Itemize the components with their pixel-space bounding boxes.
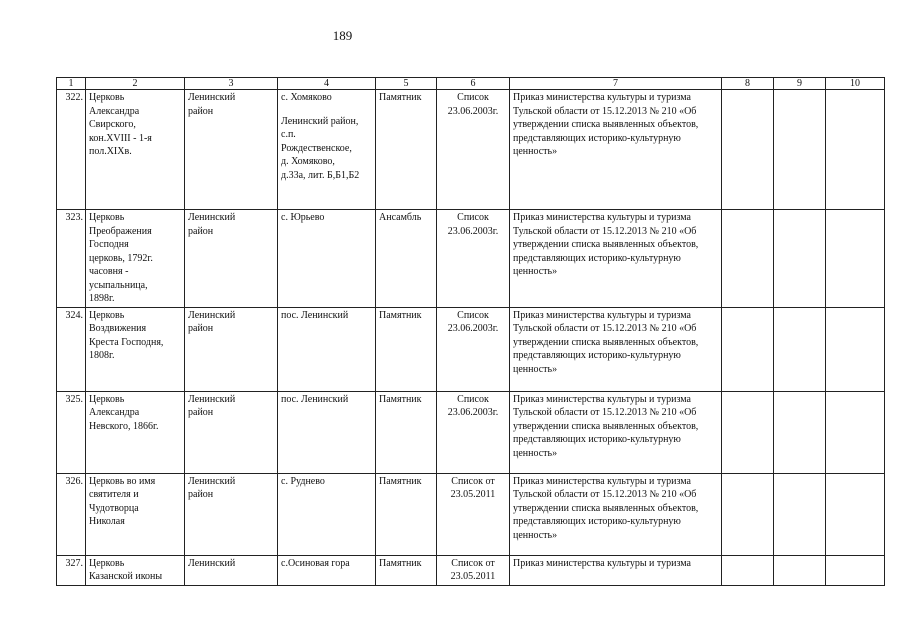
column-number-5: 5 (376, 78, 437, 90)
col-9-empty-cell (774, 473, 826, 555)
cell-line: церковь, 1792г. (89, 252, 153, 264)
district-cell (185, 473, 278, 555)
cell-line: Тульской области от 15.12.2013 № 210 «Об (513, 489, 697, 500)
object-name-cell (86, 307, 185, 391)
cell-line: Церковь (89, 393, 125, 405)
cell-line: святителя и (89, 489, 139, 500)
district-cell (185, 210, 278, 308)
cell-line: усыпальница, (89, 279, 148, 291)
col-9-empty-cell (774, 555, 826, 585)
table-row (57, 391, 885, 473)
col-10-empty-cell (826, 210, 885, 308)
table-body (57, 78, 885, 586)
cell-line: Список (457, 212, 489, 223)
cell-line: представляющих историко-культурную (513, 434, 681, 445)
cell-line: утверждении списка выявленных объектов, (513, 420, 699, 432)
table-row (57, 90, 885, 210)
object-name-cell (86, 555, 185, 585)
cell-line: утверждении списка выявленных объектов, (513, 119, 699, 130)
cell-line: ценность» (513, 447, 558, 459)
order-reference-cell (510, 307, 722, 391)
cell-line: район (188, 323, 214, 334)
col-8-empty-cell (722, 210, 774, 308)
cell-line: Казанской иконы (89, 571, 163, 582)
district-cell (185, 307, 278, 391)
cell-line: с.Осиновая гора (281, 557, 350, 569)
cell-line: с. Юрьево (281, 212, 325, 223)
column-number-7: 7 (510, 78, 722, 90)
cell-line: часовня - (89, 266, 129, 277)
cell-line (281, 105, 372, 115)
object-type-cell: Ансамбль (376, 210, 437, 308)
cell-line: 23.06.2003г. (447, 323, 499, 334)
cell-line: 23.06.2003г. (447, 105, 499, 117)
col-8-empty-cell (722, 307, 774, 391)
cell-line: Церковь (89, 92, 125, 103)
cell-line: Преображения (89, 225, 152, 237)
cell-line: Церковь во имя (89, 475, 156, 487)
col-9-empty-cell (774, 90, 826, 210)
cell-line: пол.XIXв. (89, 146, 132, 157)
cell-line: кон.XVIII - 1-я (89, 132, 152, 144)
order-reference-cell (510, 555, 722, 585)
column-number-1: 1 (57, 78, 86, 90)
column-number-4: 4 (278, 78, 376, 90)
cell-line: 1898г. (89, 293, 115, 304)
district-cell (185, 555, 278, 585)
cell-line: 23.05.2011 (450, 489, 496, 500)
column-number-9: 9 (774, 78, 826, 90)
list-date-cell (437, 210, 510, 308)
cell-line: д.33а, лит. Б,Б1,Б2 (281, 169, 360, 181)
column-number-10: 10 (826, 78, 885, 90)
cell-line: 23.06.2003г. (447, 225, 499, 237)
table-row (57, 210, 885, 308)
cell-line: Приказ министерства культуры и туризма (513, 393, 691, 405)
page-number: 189 (332, 28, 353, 43)
col-8-empty-cell (722, 391, 774, 473)
cell-line: ценность» (513, 529, 558, 541)
col-10-empty-cell (826, 90, 885, 210)
object-type-cell: Памятник (376, 90, 437, 210)
cell-line: Церковь (89, 557, 125, 569)
order-reference-cell (510, 391, 722, 473)
object-type-cell: Памятник (376, 473, 437, 555)
list-date-cell (437, 391, 510, 473)
order-reference-cell (510, 90, 722, 210)
cell-line: Список от (451, 557, 495, 569)
cell-line: Список (457, 309, 489, 321)
address-cell (278, 473, 376, 555)
cell-line: представляющих историко-культурную (513, 350, 681, 361)
cell-line: представляющих историко-культурную (513, 516, 681, 527)
cell-line: Приказ министерства культуры и туризма (513, 309, 691, 321)
district-cell (185, 90, 278, 210)
object-type-cell: Памятник (376, 555, 437, 585)
order-reference-cell (510, 210, 722, 308)
row-number-cell: 324. (57, 307, 86, 391)
cell-line: Александра (89, 407, 140, 418)
object-name-cell (86, 473, 185, 555)
cell-line: ценность» (513, 363, 558, 375)
address-cell (278, 555, 376, 585)
cell-line: Список (457, 92, 489, 103)
cell-line: район (188, 489, 214, 500)
column-number-3: 3 (185, 78, 278, 90)
cell-line: утверждении списка выявленных объектов, (513, 336, 699, 348)
col-10-empty-cell (826, 307, 885, 391)
col-10-empty-cell (826, 555, 885, 585)
cell-line: район (188, 105, 214, 117)
cell-line: Церковь (89, 212, 125, 223)
cell-line: утверждении списка выявленных объектов, (513, 502, 699, 514)
cell-line: Ленинский (188, 92, 236, 103)
cell-line: Церковь (89, 309, 125, 321)
address-cell (278, 391, 376, 473)
heritage-register-table (56, 77, 885, 586)
cell-line: Александра (89, 105, 140, 117)
row-number-cell: 327. (57, 555, 86, 585)
object-name-cell (86, 90, 185, 210)
cell-line: утверждении списка выявленных объектов, (513, 239, 699, 250)
cell-line: Ленинский (188, 557, 236, 569)
cell-line: Рождественское, (281, 142, 352, 154)
cell-line: с. Руднево (281, 475, 325, 487)
cell-line: Тульской области от 15.12.2013 № 210 «Об (513, 225, 697, 237)
object-type-cell: Памятник (376, 391, 437, 473)
order-reference-cell (510, 473, 722, 555)
cell-line: район (188, 407, 214, 418)
list-date-cell (437, 473, 510, 555)
row-number-cell: 326. (57, 473, 86, 555)
cell-line: Воздвижения (89, 323, 147, 334)
cell-line: ценность» (513, 266, 558, 277)
row-number-cell: 325. (57, 391, 86, 473)
district-cell (185, 391, 278, 473)
cell-line: Свирского, (89, 119, 136, 130)
col-9-empty-cell (774, 307, 826, 391)
cell-line: с.п. (281, 129, 296, 140)
cell-line: Ленинский район, (281, 115, 359, 127)
address-cell (278, 90, 376, 210)
list-date-cell (437, 307, 510, 391)
col-8-empty-cell (722, 555, 774, 585)
cell-line: Приказ министерства культуры и туризма (513, 475, 691, 487)
column-number-2: 2 (86, 78, 185, 90)
address-cell (278, 307, 376, 391)
list-date-cell (437, 90, 510, 210)
col-8-empty-cell (722, 473, 774, 555)
col-10-empty-cell (826, 391, 885, 473)
cell-line: Список (457, 393, 489, 405)
cell-line: ценность» (513, 146, 558, 157)
col-9-empty-cell (774, 210, 826, 308)
cell-line: Ленинский (188, 309, 236, 321)
cell-line: Тульской области от 15.12.2013 № 210 «Об (513, 105, 697, 117)
cell-line: Тульской области от 15.12.2013 № 210 «Об (513, 407, 697, 418)
cell-line: пос. Ленинский (281, 309, 349, 321)
cell-line: Невского, 1866г. (89, 420, 159, 432)
cell-line: Креста Господня, (89, 336, 164, 348)
cell-line: представляющих историко-культурную (513, 132, 681, 144)
column-number-6: 6 (437, 78, 510, 90)
object-name-cell (86, 210, 185, 308)
cell-line: 23.06.2003г. (447, 407, 499, 418)
col-8-empty-cell (722, 90, 774, 210)
cell-line: Николая (89, 516, 125, 527)
cell-line: 1808г. (89, 350, 115, 361)
cell-line: Господня (89, 239, 129, 250)
cell-line: Приказ министерства культуры и туризма (513, 557, 691, 569)
column-number-header-row (57, 78, 885, 90)
table-row (57, 307, 885, 391)
object-type-cell: Памятник (376, 307, 437, 391)
cell-line: Список от (451, 475, 495, 487)
object-name-cell (86, 391, 185, 473)
cell-line: район (188, 225, 214, 237)
cell-line: 23.05.2011 (450, 571, 496, 582)
col-9-empty-cell (774, 391, 826, 473)
cell-line: Тульской области от 15.12.2013 № 210 «Об (513, 323, 697, 334)
cell-line: Чудотворца (89, 502, 139, 514)
table-row (57, 473, 885, 555)
column-number-8: 8 (722, 78, 774, 90)
cell-line: Ленинский (188, 393, 236, 405)
cell-line: пос. Ленинский (281, 393, 349, 405)
table-row (57, 555, 885, 585)
col-10-empty-cell (826, 473, 885, 555)
cell-line: с. Хомяково (281, 92, 332, 103)
row-number-cell: 322. (57, 90, 86, 210)
address-cell (278, 210, 376, 308)
cell-line: д. Хомяково, (281, 156, 335, 167)
cell-line: Ленинский (188, 475, 236, 487)
cell-line: представляющих историко-культурную (513, 252, 681, 264)
list-date-cell (437, 555, 510, 585)
cell-line: Ленинский (188, 212, 236, 223)
cell-line: Приказ министерства культуры и туризма (513, 92, 691, 103)
row-number-cell: 323. (57, 210, 86, 308)
cell-line: Приказ министерства культуры и туризма (513, 212, 691, 223)
